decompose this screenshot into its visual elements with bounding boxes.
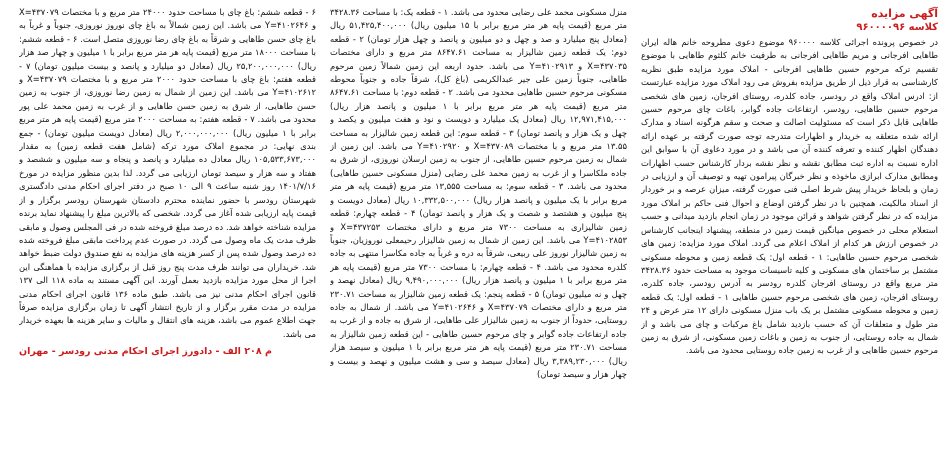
notice-columns	[10, 6, 938, 455]
notice-body-right: در خصوص پرونده اجرائی کلاسه ۹۶۰۰۰۰ موضوع دعوی مطروحه خانم هاله ایران طاهایی افرجانی و مریم طاهایی افرجانی به طرفیت خانم کلثوم طاهایی با موضوع تقسیم ترکه مرحوم حسین طاهایی افرجانی - املاک مورد مزایده طبق نظریه کارشناسی به قرار ذیل از طریق مزایده بفروش می رود املاک مورد مزایده عبارتست از: ادرس املاک واقع در رودسر، جاده کلدره، روستای افرجان، زمین های شخصی مرحوم حسین طاهایی، رودسر، ارتفاعات جاده گوابر، باغات چای مرحوم حسین طاهایی قابل ذکر است که مسئولیت اصالت و صحت و سقم هرگونه اسناد و مدارک ارائه شده متعلقه به خریدار و اظهارات متدرجه توجه صورت گرفته بر عهده ارائه دهندگان اظهار کننده و تعرفه کننده آن می باشد و در مورد دعاوی آن با سوابق این اداره نسبت به اداره ثبت مطابق نقشه و نظر نقشه بردار کارشناس حسب اظهارات ومطابق مدارک ابرازی ماخوذه و نظر خبرگان پیرامون تهیه و توصیف آن و ارزیابی در زمان و بلحاظ خریدار پیش شرط اصلی فنی صورت گرفته، میزان عرصه و بر خوردار از اسناد مالکیت، همچنین با در نظر گرفتن اوضاع و احوال فنی حاکم بر املاک مورد مزایده که در نظر گرفتن شواهد و قرائن موجود در زمان انجام بازدید میدانی و حسب استعلام محلی در خصوص میانگین قیمت زمین در منطقه، پیشنهاد اینجانب کارشناس در خصوص ارزش هر کدام از املاک اعلام می گردد. املاک مورد مزایده: زمین های شخصی مرحوم حسین طاهایی: ۱ - قطعه اول: یک قطعه زمین و محوطه مسکونی مشتمل بر ساختمان های مسکونی و کلیه تاسیسات موجود به مساحت حدود ۳۴۲۸.۳۶ متر مربع واقع در روستای افرجان کلدره رودسر به آدرس رودسر، جاده کلدره، روستای افرجان، زمین های شخصی مرحوم حسین طاهایی ۱ - قطعه اول: یک قطعه زمین و محوطه مسکونی مشتمل بر یک باب منزل مسکونی دارای ۱۲ متر عرض و ۲۴ متر طول و متعلقات آن که حسب بازدید شامل باغ مرکبات و چای می باشد و از شمال به جاده روستایی، از جنوب به زمین و باغات زمین مسکونی، از شرق به زمین مرحوم حسین طاهایی و از غرب به زمین جاده روستایی محدود می باشد.	[641, 37, 938, 356]
notice-signature: م ۲۰۸ الف - دادورز اجرای احکام مدنی رودسر - مهران	[19, 346, 272, 358]
notice-title: آگهی مزایده	[871, 7, 938, 20]
notice-column-middle	[330, 6, 627, 455]
notice-class-number: کلاسه ۹۶۰۰۰۰۹۶	[856, 22, 938, 33]
notice-body-middle: منزل مسکونی محمد علی رضایی محدود می باشد. ۱ - قطعه یک: با مساحت ۳۴۲۸.۳۶ متر مربع (قیمت پایه هر متر مربع برابر با ۱۵ میلیون ریال) ۵۱,۴۲۵,۴۰۰,۰۰۰ ریال (معادل پنج میلیارد و صد و چهل و دو میلیون و پانصد و چهل هزار تومان) ۲ - قطعه دوم: یک قطعه زمین شالیزار به مساحت ۸۶۴۷.۶۱ متر مربع و دارای مختصات X=۴۳۷۰۳۵ و Y=۴۱۰۲۹۱۳ می باشد. حدود اربعه این زمین شمالاً زمین مرحوم طاهایی، جنوباً زمین علی جیر عبدالکریمی (باغ کل)، شرقاً جاده و جنوباً محوطه مسکونی مرحوم حسین طاهایی محدود می باشد. ۲ - قطعه دوم: با مساحت ۸۶۴۷.۶۱ متر مربع (قیمت پایه هر متر مربع برابر با ۱ میلیون و پانصد هزار ریال) ۱۲,۹۷۱,۴۱۵,۰۰۰ ریال (معادل یک میلیارد و دویست و نود و هفت میلیون و یکصد و چهل و یک هزار و پانصد تومان) ۳ - قطعه سوم: این قطعه زمین شالیزار به مساحت ۱۳.۵۵ متر مربع و با مختصات X=۴۳۷۰۸۹ و Y=۴۱۰۲۹۲۰ می باشد. این زمین از شمال به زمین مرحوم حسین طاهایی، از جنوب به زمین ارسلان نوروزی، از شرق به جاده ملکاسرا و از غرب به زمین محمد علی رضایی (منزل مسکونی حسین طاهایی) محدود می باشد. ۳ - قطعه سوم: به مساحت ۱۳,۵۵۵ متر مربع (قیمت پایه هر متر مربع برابر با یک میلیون و پانصد هزار ریال) ۱۰,۳۳۲,۵۰۰,۰۰۰ ریال (معادل دویست و پنج میلیون و هشتصد و شصت و یک هزار و پانصد تومان) ۴ - قطعه چهارم: قطعه زمین شالیزاری به مساحت ۷۳۰۰ متر مربع و دارای مختصات X=۴۳۷۲۵۳ و Y=۴۱۰۲۸۵۳ می باشد. این زمین از شمال به زمین شالیزار رحیمعلی نوروزیان، جنوباً به زمین شالیزار نوروز علی ربیعی، شرقاً به دره و غرباً به جاده مکاسرا منتهی به جاده کلدره محدود می باشد. ۴ - قطعه چهارم: با مساحت ۷۳۰۰ متر مربع (قیمت پایه هر متر مربع برابر با ۱ میلیون و پانصد هزار ریال) ۹,۴۹۰,۰۰۰,۰۰۰ ریال (معادل نهصد و چهل و نه میلیون تومان) ۵ - قطعه پنجم: یک قطعه زمین شالیزار به مساحت ۲۳۰.۷۱ متر مربع و دارای مختصات X=۴۳۷۰۷۹ و Y=۴۱۰۲۶۴۶ می باشد. از شمال به جاده روستایی، حدوداً از جنوب به زمین شالیزار علی طاهایی، از شرق به جاده و از غرب به جاده ارتفاعات جاده گوابر و چای مرحوم حسین طاهایی - این قطعه زمین شالیزار به مساحت ۲۳۰.۷۱ متر مربع (قیمت پایه هر متر مربع برابر با ۱ میلیون و سیصد هزار ریال) ۳,۳۸۹,۲۳۰,۰۰۰ ریال (معادل سیصد و سی و هشت میلیون و نهصد و بیست و چهار هزار و سیصد تومان)	[330, 7, 627, 379]
notice-body-left: ۶ - قطعه ششم: باغ چای با مساحت حدود ۲۴۰۰۰ متر مربع و با مختصات X=۴۳۷۰۷۹ و Y=۴۱۰۲۶۴۶ می باشد. این زمین شمالاً به باغ چای نوروز نوروزی، جنوباً و غرباً به باغ چای حسن طاهایی و شرقاً به باغ چای رضا نوروزی متصل است. ۶ - قطعه ششم: با مساحت ۱۸۰۰۰ متر مربع (قیمت پایه هر متر مربع برابر با ۱ میلیون و چهار صد هزار ریال) ۲۵,۲۰۰,۰۰۰,۰۰۰ ریال (معادل دو میلیارد و پانصد و بیست میلیون تومان) ۷ - قطعه هفتم: باغ چای با مساحت حدود ۲۰۰۰ متر مربع و با مختصات X=۴۳۷۰۷۹ و Y=۴۱۰۲۶۱۲ می باشد. این زمین از شمال به زمین رضا نوروزی، از جنوب به زمین حسن طاهایی، از شرق به زمین حسن طاهایی و از غرب به زمین محمد علی پور محدود می باشد. ۷ - قطعه هفتم: به مساحت ۲۰۰۰ متر مربع (قیمت پایه هر متر مربع برابر با ۱ میلیون ریال) ۲,۰۰۰,۰۰۰,۰۰۰ ریال (معادل دویست میلیون تومان) - جمع بندی نهایی: در مجموع املاک مورد ترکه (شامل هفت قطعه زمین) به مقدار ۱۰۵,۵۳۳,۶۷۳,۰۰۰ ریال معادل ده میلیارد و پانصد و پنجاه و سه میلیون و ششصد و هفتاد و سه هزار و سیصد تومان ارزیابی می گردد. لذا بدین منظور مزایده در مورخ ۱۴۰۱/۷/۱۶ روز شنبه ساعت ۹ الی ۱۰ صبح در دفتر اجرای احکام مدنی دادگستری شهرستان رودسر با حضور نماینده محترم دادستان شهرستان رودسر برگزار و از قیمت پایه ارزیابی شده آغاز می گردد. شخصی که بالاترین مبلغ را پیشنهاد نماید برنده مزایده شناخته خواهد شد. ده درصد مبلغ فروخته شده در فی المجلس وصول و مابقی ظرف مدت یک ماه وصول می گردد. در صورت عدم پرداخت مابقی مبلغ فروخته شده ده درصد وصول شده پس از کسر هزینه های مزایده به نفع صندوق دولت ضبط خواهد شد. خریداران می توانند ظرف مدت پنج روز قبل از برگزاری مزایده با هماهنگی این اجرا از محل مورد مزایده بازدید بعمل آورند. این آگهی مستند به ماده ۱۱۸ الی ۱۳۷ قانون اجرای احکام مدنی نیز می باشد. طبق ماده ۱۳۶ قانون اجرای احکام مدنی مزایده در مدت مقرر برگزار و از تاریخ انتشار آگهی تا زمان برگزاری مزایده صرفاً جهت اطلاع عموم می باشد، هزینه های انتقال و مالیات و سایر هزینه ها بعهده خریدار می باشد.	[19, 7, 316, 339]
notice-heading	[641, 6, 938, 35]
notice-column-right	[641, 6, 938, 455]
notice-column-left	[19, 6, 316, 455]
